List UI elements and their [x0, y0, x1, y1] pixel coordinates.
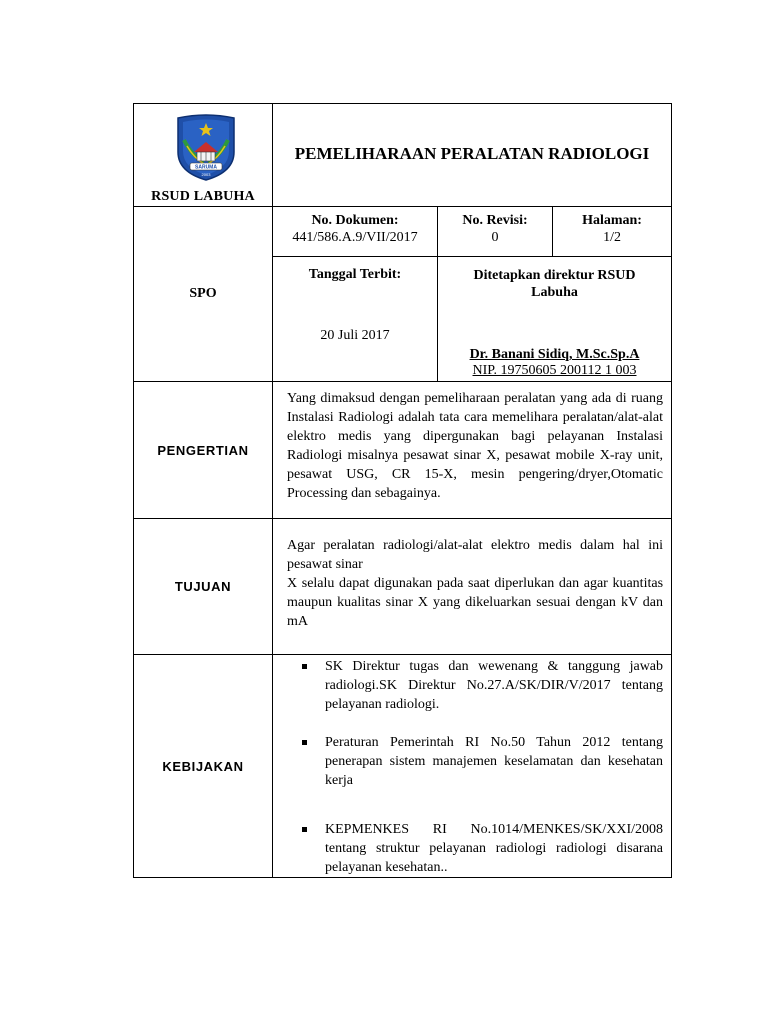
- policy-item: [273, 820, 663, 877]
- pengertian-text: Yang dimaksud dengan pemeliharaan peralatan yang ada di ruang Instalasi Radiologi adalah tata cara memelihara peralatan/alat-alat elektro medis yang dipergunakan bagi pelayanan Instalasi Radiologi misalnya pesawat sinar X, pesawat mobile X-ray unit, pesawat USG, CR 15-X, mesin pengering/dryer,Otomatic Processing dan sebagainya.: [287, 391, 664, 501]
- issue-date-label: Tanggal Terbit:: [308, 267, 402, 282]
- page-cell: [553, 207, 672, 257]
- issue-date-value: 20 Juli 2017: [320, 328, 390, 343]
- page-label: Halaman:: [582, 213, 642, 228]
- hospital-name: RSUD LABUHA: [151, 189, 255, 204]
- policy-list: [273, 657, 671, 877]
- tujuan-cell: [273, 519, 672, 655]
- logo-cell: [134, 104, 273, 207]
- policy-item-text: Peraturan Pemerintah RI No.50 Tahun 2012 tentang penerapan sistem manajemen keselamatan dan kesehatan kerja: [325, 735, 664, 788]
- bullet-icon: [302, 740, 307, 745]
- tujuan-label: TUJUAN: [134, 519, 273, 655]
- logo-year-text: 2003: [201, 172, 211, 177]
- spo-label: SPO: [134, 207, 273, 382]
- policy-item: [273, 657, 663, 714]
- pengertian-label: PENGERTIAN: [134, 382, 273, 519]
- issue-date-cell: [273, 257, 438, 382]
- bullet-icon: [302, 664, 307, 669]
- policy-item: [273, 733, 663, 790]
- bullet-icon: [302, 827, 307, 832]
- approval-label: Ditetapkan direktur RSUD Labuha: [473, 268, 636, 300]
- approval-cell: [438, 257, 672, 382]
- tujuan-text-line2: X selalu dapat digunakan pada saat diperlukan dan agar kuantitas maupun kualitas sinar X yang dikeluarkan sesuai dengan kV dan mA: [287, 576, 664, 629]
- revision-value: 0: [491, 230, 499, 245]
- document-number-label: No. Dokumen:: [311, 213, 399, 228]
- title-cell: [273, 104, 672, 207]
- logo-banner-text: SARUMA: [195, 164, 217, 171]
- document-number-value: 441/586.A.9/VII/2017: [292, 230, 418, 245]
- kebijakan-cell: [273, 655, 672, 878]
- revision-cell: [438, 207, 553, 257]
- spo-table: [133, 103, 672, 878]
- page-value: 1/2: [603, 230, 621, 245]
- director-name: Dr. Banani Sidiq, M.Sc.Sp.A: [469, 347, 640, 362]
- hospital-logo-icon: [174, 112, 238, 182]
- tujuan-text-line1: Agar peralatan radiologi/alat-alat elektro medis dalam hal ini pesawat sinar: [287, 538, 664, 572]
- pengertian-cell: [273, 382, 672, 519]
- revision-label: No. Revisi:: [462, 213, 528, 228]
- document-title: PEMELIHARAAN PERALATAN RADIOLOGI: [294, 143, 650, 163]
- policy-item-text: SK Direktur tugas dan wewenang & tanggung jawab radiologi.SK Direktur No.27.A/SK/DIR/V/2017 tentang pelayanan radiologi.: [325, 659, 664, 712]
- document-number-cell: [273, 207, 438, 257]
- kebijakan-label: KEBIJAKAN: [134, 655, 273, 878]
- policy-item-text: KEPMENKES RI No.1014/MENKES/SK/XXI/2008 tentang struktur pelayanan radiologi radiologi disarana pelayanan kesehatan..: [325, 822, 664, 875]
- director-nip: NIP. 19750605 200112 1 003: [472, 363, 637, 378]
